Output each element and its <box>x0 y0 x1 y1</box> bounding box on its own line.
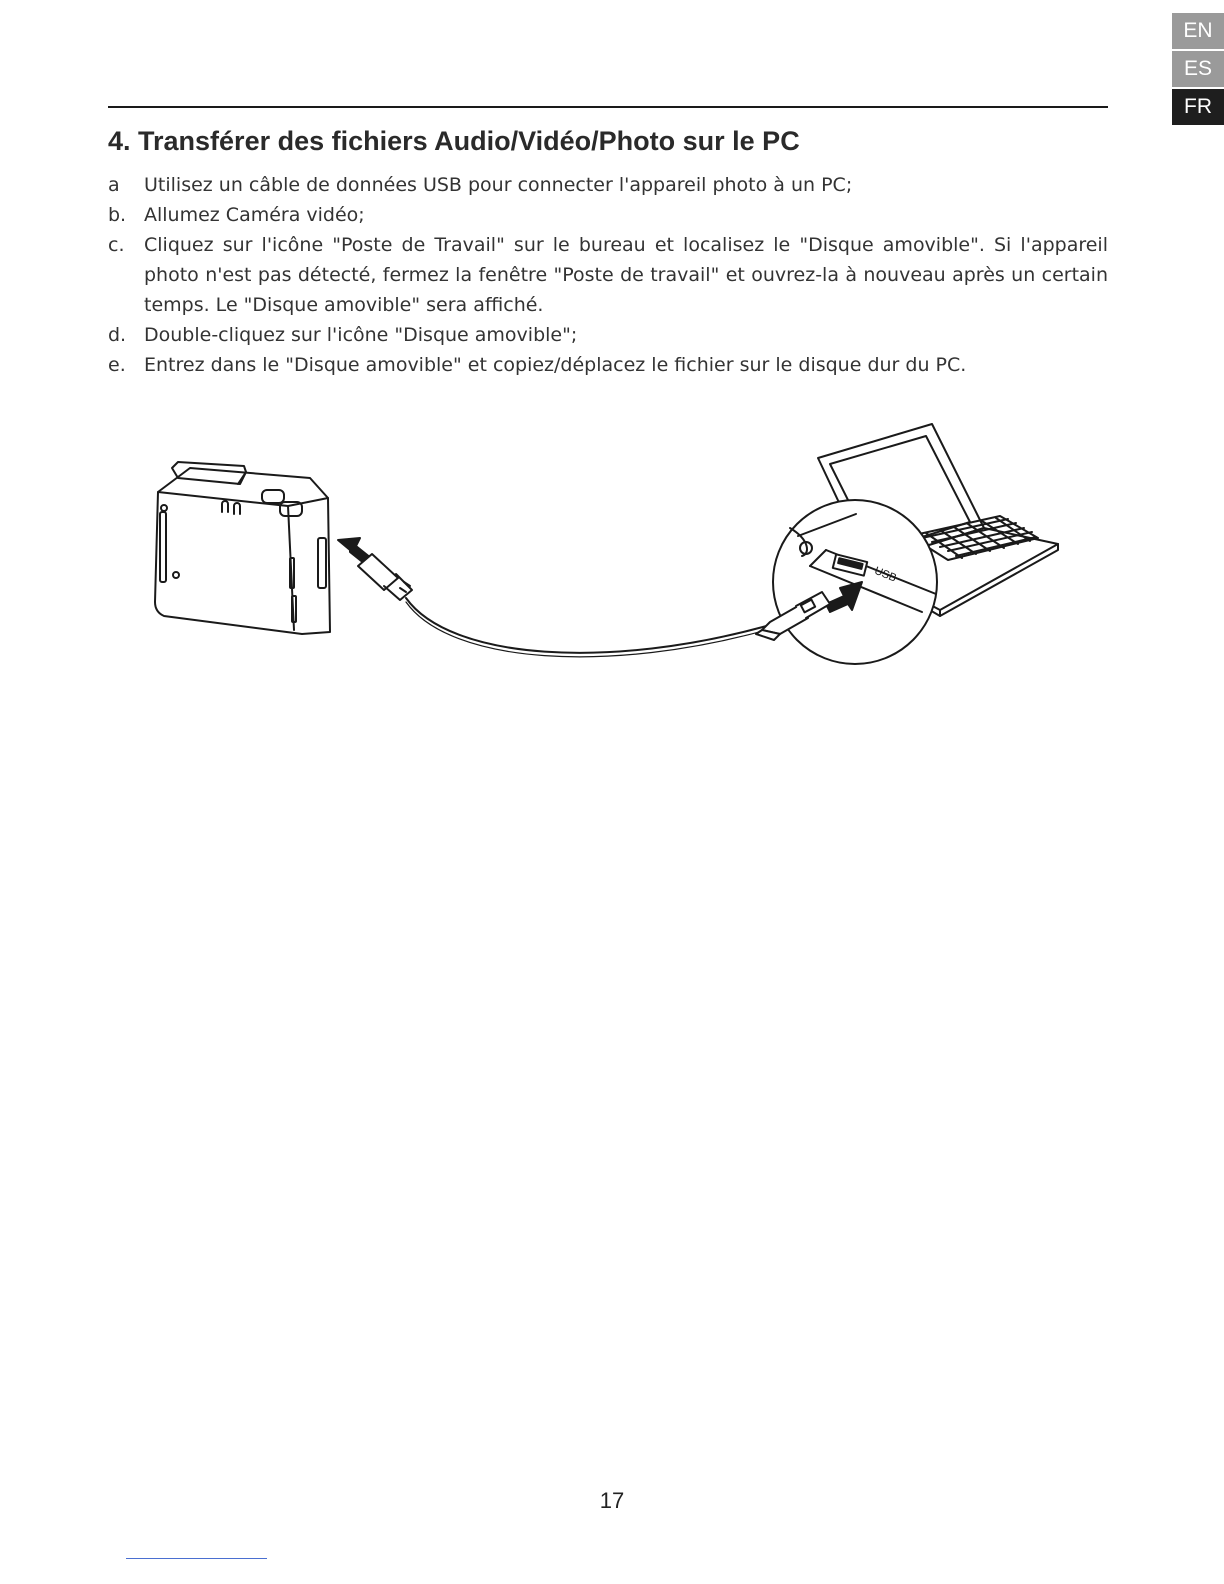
mini-usb-plug-illustration <box>358 554 412 600</box>
step-marker: a <box>108 174 120 196</box>
step-text: Cliquez sur l'icône "Poste de Travail" sur le bureau et localisez le "Disque amovible". Si l'appareil photo n'est pas détecté, fermez la fenêtre "Poste de travail" et ouvrez-la à nouveau après un certain temps. Le "Disque amovible" sera affiché. <box>144 234 1108 316</box>
camera-illustration <box>155 462 330 634</box>
language-tabs <box>1172 13 1224 127</box>
step-marker: b. <box>108 204 127 226</box>
section-title: 4. Transférer des fichiers Audio/Vidéo/Photo sur le PC <box>108 126 800 156</box>
lang-tab-fr[interactable]: FR <box>1172 89 1224 125</box>
step-item-e <box>108 350 1108 380</box>
step-list <box>108 170 1108 380</box>
step-marker: d. <box>108 324 127 346</box>
usb-cable <box>406 598 770 653</box>
step-marker: e. <box>108 354 126 376</box>
page-number: 17 <box>599 1488 625 1513</box>
step-item-c <box>108 230 1108 320</box>
step-item-a <box>108 170 1108 200</box>
step-item-d <box>108 320 1108 350</box>
usb-connection-illustration <box>150 420 1070 680</box>
header-rule <box>108 106 1108 108</box>
step-marker: c. <box>108 234 125 256</box>
usb-port-zoom-inset <box>773 500 937 664</box>
step-text: Entrez dans le "Disque amovible" et copiez/déplacez le fichier sur le disque dur du PC. <box>144 354 967 376</box>
lang-tab-en[interactable]: EN <box>1172 13 1224 49</box>
step-text: Utilisez un câble de données USB pour connecter l'appareil photo à un PC; <box>144 174 853 196</box>
usb-port-label: USB <box>872 564 899 585</box>
footer-line <box>126 1558 267 1559</box>
step-item-b <box>108 200 1108 230</box>
step-text: Allumez Caméra vidéo; <box>144 204 365 226</box>
step-text: Double-cliquez sur l'icône "Disque amovible"; <box>144 324 578 346</box>
lang-tab-es[interactable]: ES <box>1172 51 1224 87</box>
